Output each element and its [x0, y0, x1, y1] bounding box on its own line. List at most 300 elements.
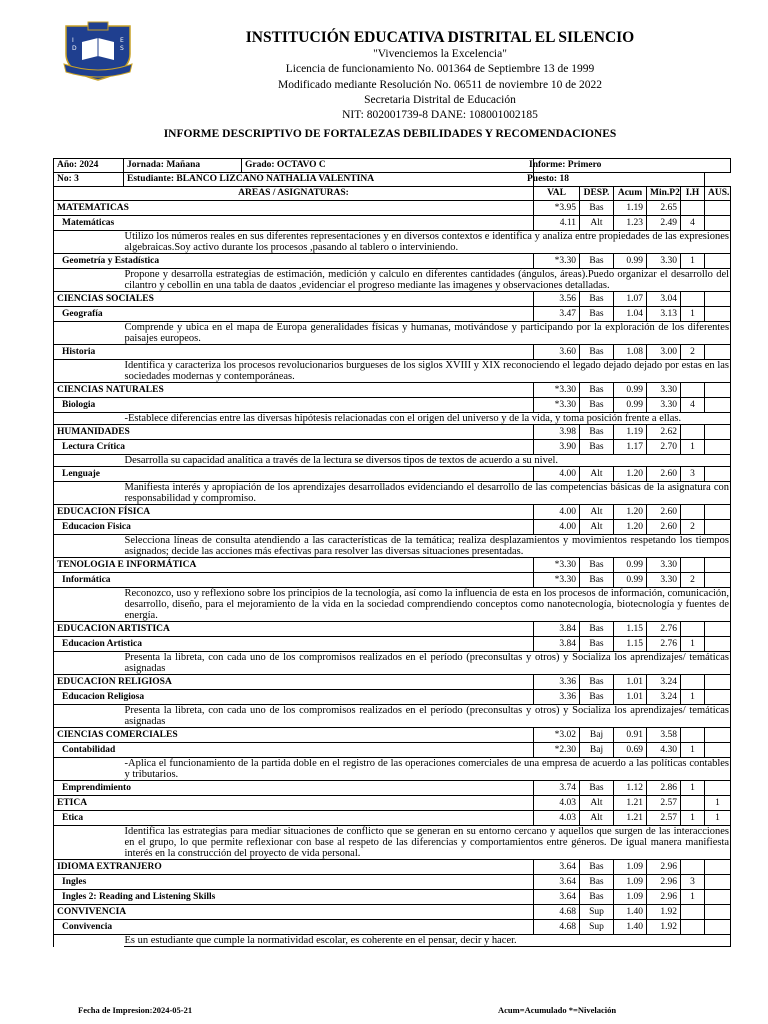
resolution-line: Modificado mediante Resolución No. 06511 de noviembre 10 de 2022	[277, 78, 603, 91]
area-row	[54, 292, 731, 307]
performance-level: Alt	[580, 467, 614, 482]
accumulated-value: 1.01	[614, 675, 647, 690]
grade-value: 4.00	[534, 505, 580, 520]
weekly-hours: 4	[681, 216, 705, 231]
weekly-hours: 2	[681, 345, 705, 360]
minimum-p2: 2.96	[647, 890, 681, 905]
subject-description: -Aplica el funcionamiento de la partida doble en el registro de las operaciones comerciales de una empresa de acuerdo a las políticas contables y tributarios.	[124, 758, 730, 780]
footer-legend: Acum=Acumulado *=Nivelación	[498, 1005, 617, 1015]
subject-row	[54, 875, 731, 890]
subject-row	[54, 920, 731, 935]
accumulated-value: 0.91	[614, 728, 647, 743]
absences	[705, 307, 731, 322]
description-row	[54, 535, 731, 558]
minimum-p2: 3.24	[647, 690, 681, 705]
area-name: TENOLOGIA E INFORMÁTICA	[54, 558, 534, 573]
school-crest-logo	[58, 20, 138, 82]
area-row	[54, 622, 731, 637]
accumulated-value: 0.99	[614, 573, 647, 588]
minimum-p2: 2.96	[647, 860, 681, 875]
absences: 1	[705, 811, 731, 826]
subject-row	[54, 467, 731, 482]
description-indent	[54, 758, 124, 781]
minimum-p2: 2.60	[647, 505, 681, 520]
student-cell: Estudiante: BLANCO LIZCANO NATHALIA VALENTINA	[124, 173, 534, 187]
grade-value: 3.84	[534, 622, 580, 637]
subject-row	[54, 520, 731, 535]
performance-level: Baj	[580, 728, 614, 743]
grade-value: 4.03	[534, 811, 580, 826]
accumulated-value: 1.17	[614, 440, 647, 455]
grade-value: *2.30	[534, 743, 580, 758]
weekly-hours	[681, 675, 705, 690]
subject-row	[54, 637, 731, 652]
absences	[705, 637, 731, 652]
subject-row	[54, 345, 731, 360]
absences	[705, 201, 731, 216]
grade-value: 4.68	[534, 905, 580, 920]
absences	[705, 425, 731, 440]
subject-name: Educacion Artistica	[54, 637, 534, 652]
accumulated-value: 0.99	[614, 398, 647, 413]
minimum-p2: 3.13	[647, 307, 681, 322]
subject-name: Informática	[54, 573, 534, 588]
weekly-hours: 1	[681, 811, 705, 826]
description-row	[54, 826, 731, 860]
weekly-hours: 1	[681, 690, 705, 705]
place-cell	[527, 173, 705, 187]
performance-level: Alt	[580, 796, 614, 811]
absences	[705, 781, 731, 796]
subject-row	[54, 216, 731, 231]
description-row	[54, 482, 731, 505]
grade-value: 3.74	[534, 781, 580, 796]
description-row	[54, 455, 731, 467]
description-indent	[54, 413, 124, 425]
absences	[705, 216, 731, 231]
performance-level: Bas	[580, 573, 614, 588]
accumulated-value: 1.40	[614, 905, 647, 920]
minimum-p2: 3.30	[647, 254, 681, 269]
description-indent	[54, 535, 124, 558]
col-acum: Acum	[614, 187, 647, 201]
performance-level: Bas	[580, 781, 614, 796]
accumulated-value: 1.09	[614, 875, 647, 890]
year-cell: Año: 2024	[54, 159, 124, 173]
weekly-hours: 1	[681, 637, 705, 652]
description-row	[54, 588, 731, 622]
weekly-hours: 1	[681, 890, 705, 905]
accumulated-value: 0.69	[614, 743, 647, 758]
column-header-row	[54, 187, 731, 201]
absences	[705, 505, 731, 520]
institution-name: INSTITUCIÓN EDUCATIVA DISTRITAL EL SILENCIO	[245, 29, 635, 46]
absences	[705, 558, 731, 573]
performance-level: Bas	[580, 307, 614, 322]
subject-description: Manifiesta interés y apropiación de los aprendizajes desarrollados evidenciando el desarrollo de las competencias básicas de la asignatura con responsabilidad y compromiso.	[124, 482, 730, 504]
subject-name: Geometría y Estadística	[54, 254, 534, 269]
subject-description: Propone y desarrolla estrategias de estimación, medición y calculo en diferentes cantidades (ángulos, áreas).Puedo organizar el desarrollo del cilantro y cebollin en una tabla de daatos ,evidenciar el progreso mediante las imagenes y observaciones detalladas.	[124, 269, 730, 291]
description-indent	[54, 455, 124, 467]
absences	[705, 440, 731, 455]
area-name: MATEMATICAS	[54, 201, 534, 216]
absences	[705, 905, 731, 920]
absences	[705, 860, 731, 875]
weekly-hours	[681, 796, 705, 811]
description-row	[54, 413, 731, 425]
area-name: IDIOMA EXTRANJERO	[54, 860, 534, 875]
subject-description: Comprende y ubica en el mapa de Europa generalidades físicas y humanas, motivándose y participando por la exploración de los diferentes paisajes europeos.	[124, 322, 730, 344]
info-row-2	[54, 173, 731, 187]
grade-value: *3.30	[534, 383, 580, 398]
weekly-hours: 4	[681, 398, 705, 413]
subject-row	[54, 440, 731, 455]
weekly-hours: 1	[681, 307, 705, 322]
performance-level: Bas	[580, 690, 614, 705]
accumulated-value: 1.12	[614, 781, 647, 796]
subject-name: Lenguaje	[54, 467, 534, 482]
performance-level: Bas	[580, 860, 614, 875]
accumulated-value: 1.23	[614, 216, 647, 231]
description-row	[54, 652, 731, 675]
absences	[705, 292, 731, 307]
minimum-p2: 3.04	[647, 292, 681, 307]
subject-row	[54, 890, 731, 905]
description-indent	[54, 588, 124, 622]
description-indent	[54, 360, 124, 383]
grade-value: 3.64	[534, 890, 580, 905]
area-name: HUMANIDADES	[54, 425, 534, 440]
subject-row	[54, 811, 731, 826]
minimum-p2: 1.92	[647, 920, 681, 935]
description-indent	[54, 652, 124, 675]
report-title: INFORME DESCRIPTIVO DE FORTALEZAS DEBILIDADES Y RECOMENDACIONES	[163, 128, 617, 140]
performance-level: Bas	[580, 345, 614, 360]
area-row	[54, 383, 731, 398]
area-name: EDUCACION ARTISTICA	[54, 622, 534, 637]
weekly-hours	[681, 292, 705, 307]
description-row	[54, 758, 731, 781]
grade-value: 3.36	[534, 690, 580, 705]
absences	[705, 622, 731, 637]
absences	[705, 573, 731, 588]
description-row	[54, 360, 731, 383]
accumulated-value: 1.09	[614, 860, 647, 875]
performance-level: Alt	[580, 216, 614, 231]
grade-value: *3.30	[534, 398, 580, 413]
description-row	[54, 705, 731, 728]
performance-level: Bas	[580, 890, 614, 905]
performance-level: Sup	[580, 905, 614, 920]
subject-name: Ingles	[54, 875, 534, 890]
grade-value: *3.95	[534, 201, 580, 216]
description-row	[54, 269, 731, 292]
performance-level: Bas	[580, 440, 614, 455]
performance-level: Bas	[580, 558, 614, 573]
subject-name: Contabilidad	[54, 743, 534, 758]
performance-level: Bas	[580, 292, 614, 307]
subject-description: Presenta la libreta, con cada uno de los compromisos realizados en el período (preconsultas y otros) y Socializa los aprendizajes/ temáticas asignadas	[124, 705, 730, 727]
subject-name: Biologia	[54, 398, 534, 413]
subject-name: Emprendimiento	[54, 781, 534, 796]
col-ih: I.H	[681, 187, 705, 201]
grades-table	[53, 158, 731, 947]
weekly-hours	[681, 558, 705, 573]
subject-row	[54, 307, 731, 322]
student-place: Puesto: 18	[527, 174, 569, 184]
minimum-p2: 3.30	[647, 398, 681, 413]
absences	[705, 890, 731, 905]
minimum-p2: 2.96	[647, 875, 681, 890]
grade-value: 3.98	[534, 425, 580, 440]
subject-description: Utilizo los números reales en sus diferentes representaciones y en diversos contextos e identifica y analiza entre propiedades de las expresiones algebraicas.Soy activo durante los procesos ,pasando al tablero o interviniendo.	[124, 231, 730, 253]
minimum-p2: 2.65	[647, 201, 681, 216]
grade-value: 3.56	[534, 292, 580, 307]
accumulated-value: 1.20	[614, 520, 647, 535]
description-indent	[54, 269, 124, 292]
subject-row	[54, 398, 731, 413]
nit-dane-line: NIT: 802001739-8 DANE: 108001002185	[342, 109, 538, 122]
subject-row	[54, 254, 731, 269]
absences	[705, 345, 731, 360]
subject-name: Historia	[54, 345, 534, 360]
license-line: Licencia de funcionamiento No. 001364 de Septiembre 13 de 1999	[285, 63, 595, 76]
absences	[705, 920, 731, 935]
minimum-p2: 2.57	[647, 811, 681, 826]
absences	[705, 675, 731, 690]
accumulated-value: 0.99	[614, 254, 647, 269]
accumulated-value: 1.15	[614, 622, 647, 637]
performance-level: Bas	[580, 383, 614, 398]
grade-value: 4.68	[534, 920, 580, 935]
accumulated-value: 1.40	[614, 920, 647, 935]
number-cell: No: 3	[54, 173, 124, 187]
minimum-p2: 2.76	[647, 637, 681, 652]
absences	[705, 728, 731, 743]
svg-text:I: I	[72, 37, 74, 44]
accumulated-value: 1.19	[614, 425, 647, 440]
description-indent	[54, 231, 124, 254]
minimum-p2: 2.86	[647, 781, 681, 796]
area-row	[54, 425, 731, 440]
weekly-hours: 2	[681, 520, 705, 535]
grade-value: 3.64	[534, 860, 580, 875]
minimum-p2: 3.30	[647, 573, 681, 588]
weekly-hours	[681, 920, 705, 935]
accumulated-value: 1.21	[614, 796, 647, 811]
description-indent	[54, 705, 124, 728]
grade-value: *3.02	[534, 728, 580, 743]
report-period: Informe: Primero	[529, 160, 602, 170]
subject-row	[54, 743, 731, 758]
weekly-hours: 3	[681, 467, 705, 482]
subject-description: Identifica las estrategias para mediar situaciones de conflicto que se generan en su entorno cercano y aquellos que surgen de las interacciones en el grupo, lo que permite reflexionar con base al respeto de las diferencias y comportamientos entre géneros. De igual manera manifiesta interés en la construcción del proyecto de vida personal.	[124, 826, 730, 859]
performance-level: Sup	[580, 920, 614, 935]
weekly-hours: 2	[681, 573, 705, 588]
weekly-hours: 3	[681, 875, 705, 890]
accumulated-value: 1.20	[614, 505, 647, 520]
accumulated-value: 1.19	[614, 201, 647, 216]
minimum-p2: 3.30	[647, 558, 681, 573]
col-aus: AUS.	[705, 187, 731, 201]
report-period-cell	[529, 159, 731, 173]
description-row	[54, 935, 731, 947]
grade-value: 3.36	[534, 675, 580, 690]
subject-description: Selecciona líneas de consulta atendiendo a las características de la temática; realiza desplazamientos y movimientos respetando los tiempos asignados; decide las acciones más efectivas para resolver las diversas situaciones presentadas.	[124, 535, 730, 557]
accumulated-value: 1.08	[614, 345, 647, 360]
subject-name: Ingles 2: Reading and Listening Skills	[54, 890, 534, 905]
subject-description: Reconozco, uso y reflexiono sobre los principios de la tecnología, así como la influencia de esta en los procesos de información, comunicación, desarrollo, diseño, para el mejoramiento de la vida en la sociedad comprendiendo conceptos como nanotecnología, biotecnología y fuentes de energía.	[124, 588, 730, 621]
minimum-p2: 2.76	[647, 622, 681, 637]
performance-level: Bas	[580, 875, 614, 890]
performance-level: Bas	[580, 622, 614, 637]
grade-value: 3.90	[534, 440, 580, 455]
area-row	[54, 728, 731, 743]
subject-description: Desarrolla su capacidad analítica a través de la lectura se diversos tipos de textos de acuerdo a su nivel.	[124, 455, 731, 467]
subject-row	[54, 781, 731, 796]
col-minp2: Min.P2	[647, 187, 681, 201]
minimum-p2: 2.57	[647, 796, 681, 811]
accumulated-value: 1.21	[614, 811, 647, 826]
subject-row	[54, 690, 731, 705]
minimum-p2: 3.58	[647, 728, 681, 743]
area-row	[54, 905, 731, 920]
subject-name: Geografía	[54, 307, 534, 322]
minimum-p2: 3.30	[647, 383, 681, 398]
area-row	[54, 860, 731, 875]
col-areas: AREAS / ASIGNATURAS:	[54, 187, 534, 201]
area-name: CIENCIAS SOCIALES	[54, 292, 534, 307]
weekly-hours	[681, 622, 705, 637]
weekly-hours: 1	[681, 254, 705, 269]
minimum-p2: 2.70	[647, 440, 681, 455]
minimum-p2: 3.24	[647, 675, 681, 690]
subject-name: Convivencia	[54, 920, 534, 935]
area-name: CONVIVENCIA	[54, 905, 534, 920]
grade-value: 3.84	[534, 637, 580, 652]
subject-description: -Establece diferencias entre las diversas hipótesis relacionadas con el origen del universo y de la vida, y toma posición frente a ellas.	[124, 413, 731, 425]
absences	[705, 383, 731, 398]
col-val: VAL	[534, 187, 580, 201]
performance-level: Baj	[580, 743, 614, 758]
subject-name: Educacion Fisica	[54, 520, 534, 535]
performance-level: Bas	[580, 675, 614, 690]
area-row	[54, 201, 731, 216]
minimum-p2: 4.30	[647, 743, 681, 758]
weekly-hours	[681, 383, 705, 398]
subject-name: Lectura Crítica	[54, 440, 534, 455]
accumulated-value: 1.09	[614, 890, 647, 905]
performance-level: Bas	[580, 398, 614, 413]
area-name: CIENCIAS NATURALES	[54, 383, 534, 398]
school-motto: "Vivenciemos la Excelencia"	[373, 48, 507, 60]
absences	[705, 467, 731, 482]
grade-value: 3.64	[534, 875, 580, 890]
weekly-hours	[681, 728, 705, 743]
grade-value: 4.03	[534, 796, 580, 811]
weekly-hours	[681, 201, 705, 216]
absences: 1	[705, 796, 731, 811]
minimum-p2: 3.00	[647, 345, 681, 360]
subject-description: Identifica y caracteriza los procesos revolucionarios burgueses de los siglos XVIII y XIX reconociendo el legado dejado dejado por estas en las sociedades modernas y contemporáneas.	[124, 360, 730, 382]
grade-value: *3.30	[534, 573, 580, 588]
area-name: EDUCACION FÍSICA	[54, 505, 534, 520]
description-indent	[54, 826, 124, 860]
performance-level: Bas	[580, 425, 614, 440]
accumulated-value: 1.20	[614, 467, 647, 482]
grade-cell: Grado: OCTAVO C	[242, 159, 534, 173]
area-name: EDUCACION RELIGIOSA	[54, 675, 534, 690]
accumulated-value: 1.01	[614, 690, 647, 705]
svg-text:D: D	[72, 45, 77, 52]
absences	[705, 875, 731, 890]
weekly-hours: 1	[681, 743, 705, 758]
minimum-p2: 2.60	[647, 467, 681, 482]
weekly-hours: 1	[681, 781, 705, 796]
grade-value: *3.30	[534, 254, 580, 269]
subject-description: Es un estudiante que cumple la normatividad escolar, es coherente en el pensar, decir y hacer.	[124, 935, 731, 947]
area-row	[54, 558, 731, 573]
col-desp: DESP.	[580, 187, 614, 201]
accumulated-value: 1.07	[614, 292, 647, 307]
area-row	[54, 675, 731, 690]
area-name: ETICA	[54, 796, 534, 811]
absences	[705, 743, 731, 758]
subject-name: Matemáticas	[54, 216, 534, 231]
grade-value: 4.11	[534, 216, 580, 231]
minimum-p2: 2.49	[647, 216, 681, 231]
minimum-p2: 1.92	[647, 905, 681, 920]
performance-level: Alt	[580, 520, 614, 535]
performance-level: Alt	[580, 811, 614, 826]
grade-value: 4.00	[534, 520, 580, 535]
description-indent	[54, 482, 124, 505]
area-row	[54, 505, 731, 520]
absences	[705, 254, 731, 269]
svg-text:S: S	[120, 45, 124, 52]
subject-name: Etica	[54, 811, 534, 826]
accumulated-value: 0.99	[614, 558, 647, 573]
weekly-hours	[681, 905, 705, 920]
minimum-p2: 2.60	[647, 520, 681, 535]
description-indent	[54, 935, 124, 947]
performance-level: Alt	[580, 505, 614, 520]
accumulated-value: 0.99	[614, 383, 647, 398]
accumulated-value: 1.04	[614, 307, 647, 322]
info-row-1	[54, 159, 731, 173]
description-indent	[54, 322, 124, 345]
description-row	[54, 322, 731, 345]
subject-row	[54, 573, 731, 588]
school-header	[150, 28, 730, 123]
absences	[705, 690, 731, 705]
subject-name: Educacion Religiosa	[54, 690, 534, 705]
grade-value: 3.60	[534, 345, 580, 360]
absences	[705, 520, 731, 535]
print-date: Fecha de Impresion:2024-05-21	[78, 1005, 193, 1015]
minimum-p2: 2.62	[647, 425, 681, 440]
weekly-hours: 1	[681, 440, 705, 455]
weekly-hours	[681, 505, 705, 520]
area-name: CIENCIAS COMERCIALES	[54, 728, 534, 743]
shift-cell: Jornada: Mañana	[124, 159, 242, 173]
area-row	[54, 796, 731, 811]
performance-level: Bas	[580, 254, 614, 269]
weekly-hours	[681, 860, 705, 875]
svg-text:E: E	[120, 37, 124, 44]
performance-level: Bas	[580, 637, 614, 652]
grade-value: *3.30	[534, 558, 580, 573]
